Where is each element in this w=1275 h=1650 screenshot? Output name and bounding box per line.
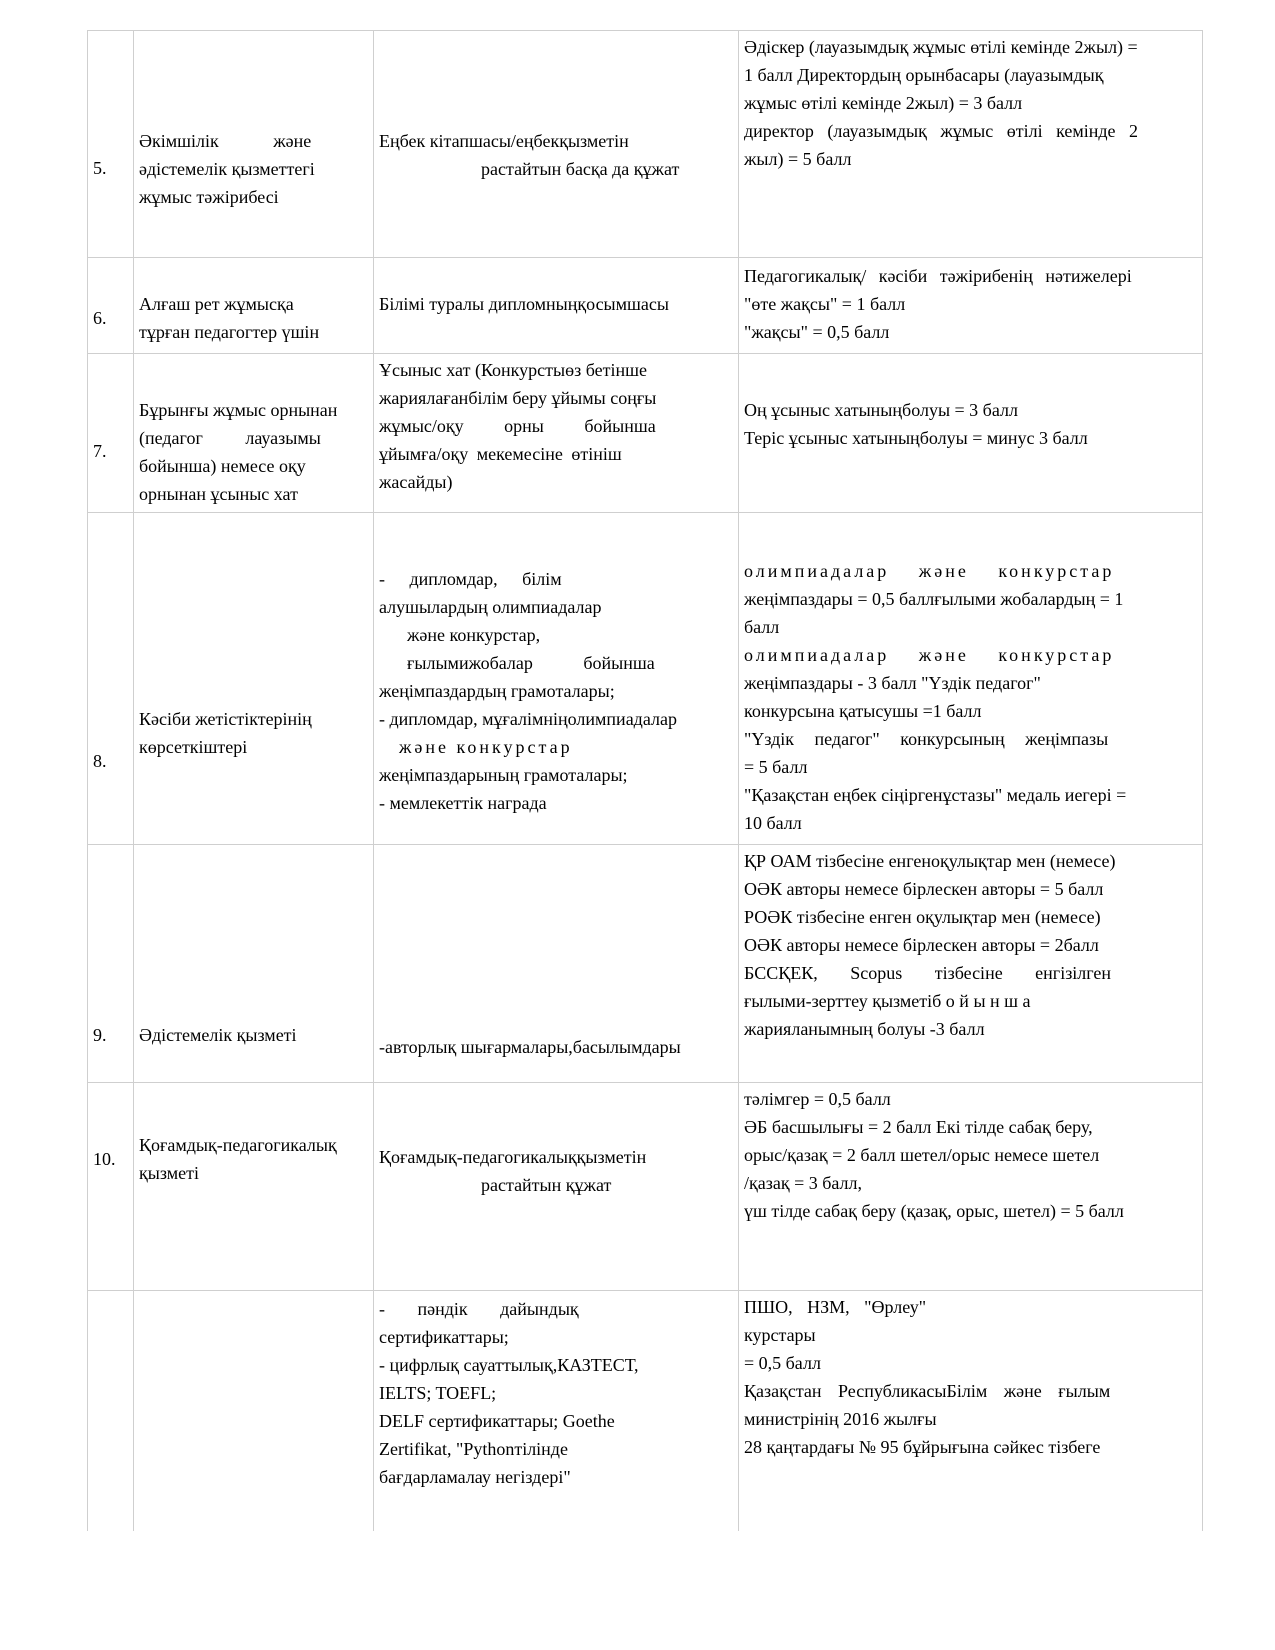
score-cell xyxy=(739,513,1203,845)
table-row xyxy=(88,31,1203,258)
row-number: 5. xyxy=(93,158,107,178)
score-cell xyxy=(739,354,1203,513)
criterion-text: Бұрынғы жұмыс орнынан (педагог лауазымы бойынша) немесе оқу орнынан ұсыныс хат xyxy=(139,400,338,504)
criterion-text: Қоғамдық-педагогикалық қызметі xyxy=(139,1135,337,1183)
document-text: Еңбек кітапшасы/еңбекқызметін растайтын басқа да құжат xyxy=(379,131,680,179)
document-cell xyxy=(374,354,739,513)
document-text: Қоғамдық-педагогикалыққызметін растайтын құжат xyxy=(379,1147,647,1195)
document-cell xyxy=(374,845,739,1083)
document-text: Ұсыныс хат (Конкурстыөз бетінше жариялағанбілім беру ұйымы соңғы жұмыс/оқу орны бойынша ұйымға/оқу мекемесіне өтініш жасайды) xyxy=(379,360,657,492)
table-row xyxy=(88,845,1203,1083)
score-cell xyxy=(739,1291,1203,1531)
row-number-cell xyxy=(88,845,134,1083)
row-number-cell xyxy=(88,513,134,845)
table-row xyxy=(88,1083,1203,1291)
row-number-cell xyxy=(88,354,134,513)
score-text: олимпиадалар және конкурстар жеңімпаздары = 0,5 баллғылыми жобалардың = 1 балл олимпиадалар және конкурстар жеңімпаздары - 3 балл "Үздік педагог" конкурсына қатысушы =1 балл "Үздік педагог" конкурсының жеңімпазы = 5 балл "Қазақстан еңбек сіңіргенұстазы" медаль иегері = 10 балл xyxy=(744,561,1127,833)
criterion-cell xyxy=(134,1083,374,1291)
row-number-cell xyxy=(88,1083,134,1291)
row-number: 7. xyxy=(93,441,107,461)
criterion-text: Әкімшілік және әдістемелік қызметтегі жұмыс тәжірибесі xyxy=(139,131,315,207)
score-cell xyxy=(739,1083,1203,1291)
document-text: -авторлық шығармалары,басылымдары xyxy=(379,1037,681,1057)
document-cell xyxy=(374,513,739,845)
score-cell xyxy=(739,845,1203,1083)
criterion-cell xyxy=(134,258,374,354)
score-text: Оң ұсыныс хатыныңболуы = 3 балл Теріс ұсыныс хатыныңболуы = минус 3 балл xyxy=(744,400,1088,448)
score-text: ПШО, НЗМ, "Өрлеу" курстары = 0,5 балл Қазақстан РеспубликасыБілім және ғылым министрінің 2016 жылғы 28 қаңтардағы № 95 бұйрығына сәйкес тізбеге xyxy=(744,1297,1111,1457)
criterion-cell xyxy=(134,354,374,513)
row-number: 6. xyxy=(93,308,107,328)
criterion-cell xyxy=(134,1291,374,1531)
table-row xyxy=(88,258,1203,354)
document-page xyxy=(87,30,1202,1531)
document-cell xyxy=(374,1083,739,1291)
row-number-cell xyxy=(88,1291,134,1531)
document-text: - пәндік дайындық сертификаттары; - цифрлық сауаттылық,КАЗТЕСТ, IELTS; TOEFL; DELF сертификаттары; Goethe Zertifikat, "Pythonтілінде бағдарламалау негіздері" xyxy=(379,1299,639,1487)
score-text: тәлімгер = 0,5 балл ӘБ басшылығы = 2 балл Екі тілде сабақ беру, орыс/қазақ = 2 балл шетел/орыс немесе шетел /қазақ = 3 балл, үш тілде сабақ беру (қазақ, орыс, шетел) = 5 балл xyxy=(744,1089,1124,1221)
score-cell xyxy=(739,31,1203,258)
document-cell xyxy=(374,31,739,258)
criterion-text: Кәсіби жетістіктерінің көрсеткіштері xyxy=(139,709,312,757)
criterion-cell xyxy=(134,31,374,258)
table-row xyxy=(88,354,1203,513)
document-cell xyxy=(374,258,739,354)
criterion-text: Алғаш рет жұмысқа тұрған педагогтер үшін xyxy=(139,294,320,342)
criteria-table xyxy=(87,30,1203,1531)
row-number-cell xyxy=(88,258,134,354)
score-text: Педагогикалық/ кәсіби тәжірибенің нәтижелері "өте жақсы" = 1 балл "жақсы" = 0,5 балл xyxy=(744,266,1132,342)
document-text: - дипломдар, білім алушылардың олимпиадалар және конкурстар, ғылымижобалар бойынша жеңімпаздардың грамоталары; - дипломдар, мұғалімніңолимпиадалар және конкурстар жеңімпаздарының грамоталары; - мемлекеттік награда xyxy=(379,569,677,813)
document-text: Білімі туралы дипломныңқосымшасы xyxy=(379,294,669,314)
score-text: ҚР ОАМ тізбесіне енгеноқулықтар мен (немесе) ОӘК авторы немесе бірлескен авторы = 5 балл РОӘК тізбесіне енген оқулықтар мен (немесе) ОӘК авторы немесе бірлескен авторы = 2балл БССҚЕК, Scopus тізбесіне енгізілген ғылыми-зерттеу қызметіб о й ы н ш а жарияланымның болуы -3 балл xyxy=(744,851,1116,1039)
criterion-cell xyxy=(134,845,374,1083)
criterion-text: Әдістемелік қызметі xyxy=(139,1025,297,1045)
score-text: Әдіскер (лауазымдық жұмыс өтілі кемінде 2жыл) = 1 балл Директордың орынбасары (лауазымдық жұмыс өтілі кемінде 2жыл) = 3 балл директор (лауазымдық жұмыс өтілі кемінде 2 жыл) = 5 балл xyxy=(744,37,1139,169)
document-cell xyxy=(374,1291,739,1531)
row-number: 10. xyxy=(93,1149,116,1169)
criterion-cell xyxy=(134,513,374,845)
row-number: 9. xyxy=(93,1025,107,1045)
table-row xyxy=(88,1291,1203,1531)
row-number: 8. xyxy=(93,751,107,771)
score-cell xyxy=(739,258,1203,354)
row-number-cell xyxy=(88,31,134,258)
table-row xyxy=(88,513,1203,845)
